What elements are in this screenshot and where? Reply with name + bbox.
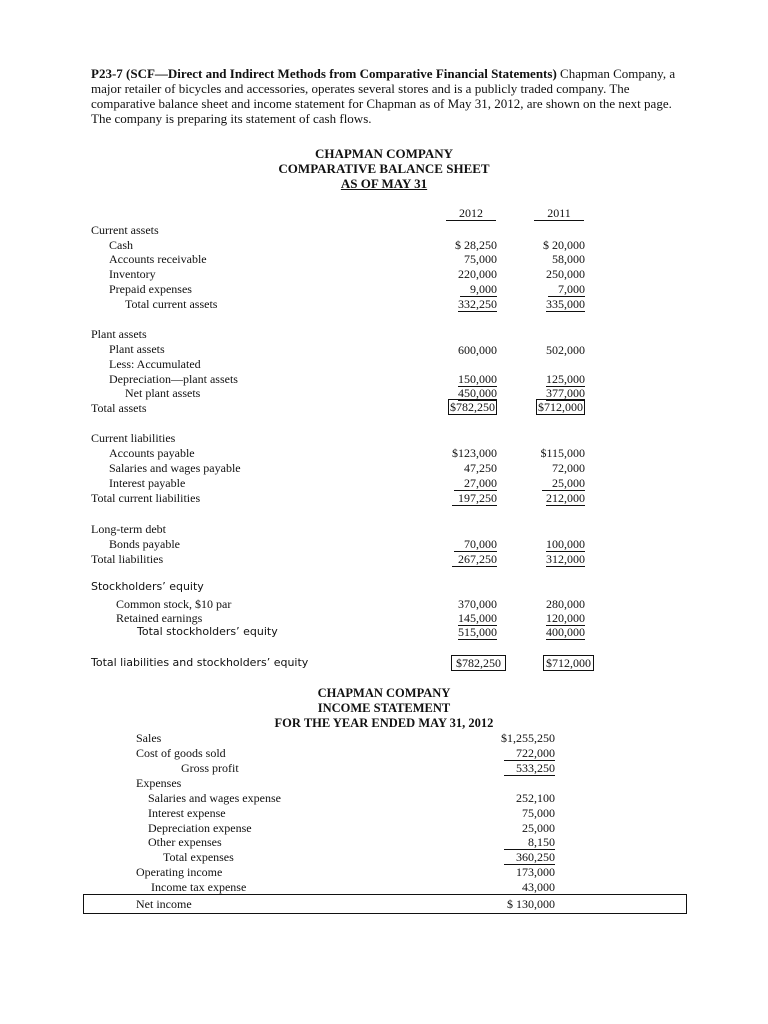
sales-label: Sales	[136, 731, 162, 745]
cash-label: Cash	[109, 238, 133, 252]
bonds-2012-value: 70,000	[454, 537, 497, 552]
total-assets-label: Total assets	[91, 401, 147, 415]
bonds-2011-value: 100,000	[546, 537, 585, 551]
total-equity-2011	[505, 625, 585, 639]
bonds-payable-2012	[417, 537, 497, 551]
tle-2012-value: $782,250	[451, 655, 506, 671]
current-liabilities-heading: Current liabilities	[91, 431, 176, 445]
ap-2011: $115,000	[540, 446, 585, 460]
tl-2012-value: 267,250	[452, 552, 497, 567]
current-assets-heading: Current assets	[91, 223, 159, 237]
bs-title: COMPARATIVE BALANCE SHEET	[278, 161, 490, 176]
salaries-payable-label: Salaries and wages payable	[109, 461, 241, 475]
ap-2012: $123,000	[452, 446, 497, 460]
net-income-value: $ 130,000	[507, 897, 555, 911]
inventory-label: Inventory	[109, 267, 156, 281]
depreciation-2011	[505, 372, 585, 386]
total-assets-2012-value: $782,250	[450, 400, 495, 414]
col-header-2011: 2011	[534, 207, 584, 221]
total-liabilities-label: Total liabilities	[91, 552, 164, 566]
prepaid-2011-value: 7,000	[548, 282, 585, 297]
total-liab-equity-label: Total liabilities and stockholders’ equity	[91, 656, 309, 669]
net-plant-2011-value: 377,000	[546, 386, 585, 400]
salaries-payable-2012: 47,250	[464, 461, 497, 475]
ar-label: Accounts receivable	[109, 252, 207, 266]
is-title: INCOME STATEMENT	[317, 701, 451, 715]
net-plant-2011	[505, 386, 585, 400]
total-equity-label: Total stockholders’ equity	[137, 625, 278, 638]
bs-company-name: CHAPMAN COMPANY	[314, 146, 454, 161]
operating-income-label: Operating income	[136, 865, 223, 879]
cogs-label: Cost of goods sold	[136, 746, 226, 760]
cogs-value	[455, 746, 555, 760]
total-assets-2011-value: $712,000	[538, 400, 583, 414]
total-expenses-label: Total expenses	[163, 850, 234, 864]
operating-income-value: 173,000	[516, 865, 555, 879]
depreciation-label: Depreciation—plant assets	[109, 372, 238, 386]
plant-assets-2011: 502,000	[546, 343, 585, 357]
other-expenses-value	[455, 835, 555, 849]
bonds-payable-label: Bonds payable	[109, 537, 180, 551]
ap-label: Accounts payable	[109, 446, 195, 460]
dep-2011-value: 125,000	[546, 372, 585, 386]
dep-2012-value: 150,000	[458, 372, 497, 386]
gross-profit-label: Gross profit	[181, 761, 239, 775]
income-tax-value: 43,000	[522, 880, 555, 894]
total-expenses-value-text: 360,250	[504, 850, 555, 865]
salaries-payable-2011: 72,000	[552, 461, 585, 475]
total-current-liabilities-2012	[417, 491, 497, 505]
sales-value: $1,255,250	[501, 731, 555, 745]
total-current-liabilities-2011	[505, 491, 585, 505]
tca-2012-value: 332,250	[458, 297, 497, 311]
net-plant-2012	[417, 386, 497, 400]
interest-expense-label: Interest expense	[148, 806, 226, 820]
intro-paragraph	[91, 66, 687, 126]
interest-payable-label: Interest payable	[109, 476, 186, 490]
prepaid-2012-value: 9,000	[460, 282, 497, 297]
total-expenses-value	[455, 850, 555, 864]
tcl-2012-value: 197,250	[452, 491, 497, 506]
tle-2011-value: $712,000	[543, 655, 594, 671]
prepaid-2011	[505, 282, 585, 296]
tcl-2011-value: 212,000	[546, 491, 585, 505]
salaries-expense-label: Salaries and wages expense	[148, 791, 281, 805]
retained-earnings-2012	[417, 611, 497, 625]
cogs-value-text: 722,000	[504, 746, 555, 761]
depreciation-expense-value: 25,000	[522, 821, 555, 835]
common-stock-2012: 370,000	[458, 597, 497, 611]
tl-2011-value: 312,000	[546, 552, 585, 566]
depreciation-2012	[417, 372, 497, 386]
col-header-2012: 2012	[446, 207, 496, 221]
total-assets-2011	[505, 400, 585, 414]
ar-2012: 75,000	[464, 252, 497, 266]
te-2012-value: 515,000	[458, 625, 497, 639]
income-tax-label: Income tax expense	[151, 880, 247, 894]
salaries-expense-value: 252,100	[516, 791, 555, 805]
bs-date-text: AS OF MAY 31	[340, 176, 428, 191]
net-plant-2012-value: 450,000	[458, 386, 497, 400]
bs-date-heading	[0, 176, 768, 191]
net-income-label: Net income	[136, 897, 192, 911]
re-2011-value: 120,000	[546, 611, 585, 625]
interest-payable-2012	[417, 476, 497, 490]
gross-profit-value	[455, 761, 555, 775]
ip-2012-value: 27,000	[454, 476, 497, 491]
total-liab-equity-2011	[505, 656, 594, 670]
total-liabilities-2011	[505, 552, 585, 566]
interest-expense-value: 75,000	[522, 806, 555, 820]
total-equity-2012	[417, 625, 497, 639]
inventory-2011: 250,000	[546, 267, 585, 281]
inventory-2012: 220,000	[458, 267, 497, 281]
prepaid-2012	[417, 282, 497, 296]
problem-title: P23-7 (SCF—Direct and Indirect Methods from Comparative Financial Statements)	[91, 66, 557, 81]
total-current-assets-2012	[417, 297, 497, 311]
common-stock-label: Common stock, $10 par	[116, 597, 232, 611]
is-company-name: CHAPMAN COMPANY	[317, 686, 451, 700]
common-stock-2011: 280,000	[546, 597, 585, 611]
gross-profit-value-text: 533,250	[504, 761, 555, 776]
less-accumulated-label: Less: Accumulated	[109, 357, 201, 371]
ip-2011-value: 25,000	[542, 476, 585, 491]
total-liabilities-2012	[417, 552, 497, 566]
total-current-assets-2011	[505, 297, 585, 311]
other-expenses-value-text: 8,150	[504, 835, 555, 850]
net-plant-label: Net plant assets	[125, 386, 201, 400]
equity-heading: Stockholders’ equity	[91, 580, 204, 593]
retained-earnings-label: Retained earnings	[116, 611, 203, 625]
ar-2011: 58,000	[552, 252, 585, 266]
te-2011-value: 400,000	[546, 625, 585, 639]
bonds-payable-2011	[505, 537, 585, 551]
total-current-liabilities-label: Total current liabilities	[91, 491, 201, 505]
total-assets-2012	[417, 400, 497, 414]
cash-2011: $ 20,000	[543, 238, 585, 252]
expenses-heading: Expenses	[136, 776, 182, 790]
interest-payable-2011	[505, 476, 585, 490]
plant-assets-label: Plant assets	[109, 342, 165, 356]
depreciation-expense-label: Depreciation expense	[148, 821, 252, 835]
plant-assets-heading: Plant assets	[91, 327, 147, 341]
plant-assets-2012: 600,000	[458, 343, 497, 357]
retained-earnings-2011	[505, 611, 585, 625]
prepaid-label: Prepaid expenses	[109, 282, 192, 296]
total-liab-equity-2012	[417, 656, 506, 670]
re-2012-value: 145,000	[458, 611, 497, 625]
tca-2011-value: 335,000	[546, 297, 585, 311]
total-current-assets-label: Total current assets	[125, 297, 218, 311]
other-expenses-label: Other expenses	[148, 835, 222, 849]
is-period: FOR THE YEAR ENDED MAY 31, 2012	[274, 716, 494, 730]
long-term-debt-heading: Long-term debt	[91, 522, 166, 536]
problem-body: Chapman Company, a major retailer of bicycles and accessories, operates several stores and is a publicly traded company. The comparative balance sheet and income statement for Chapman as of May 31, 2012, are shown on the next page. The company is preparing its statement of cash flows.	[91, 66, 676, 126]
cash-2012: $ 28,250	[455, 238, 497, 252]
